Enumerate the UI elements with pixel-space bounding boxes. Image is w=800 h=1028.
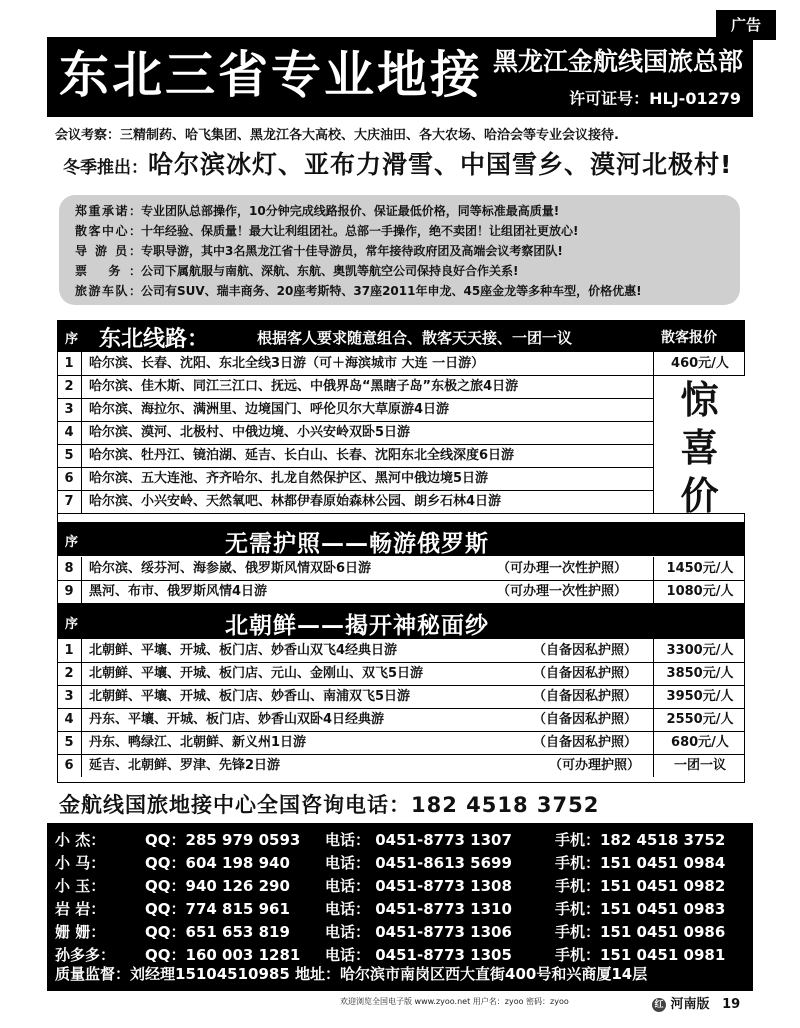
contact-tel: 电话： 0451-8773 1307: [325, 831, 512, 849]
footer-edition: [652, 993, 740, 1012]
route-note: （可办理一次性护照）: [497, 561, 628, 576]
surprise-char: 价: [680, 474, 719, 518]
route-name: 北朝鲜、平壤、开城、板门店、妙香山双飞4经典日游: [89, 643, 398, 658]
contact-name: 小 杰：: [55, 831, 106, 849]
route-price: 3950元/人: [653, 685, 746, 708]
route-name: 丹东、鸭绿江、北朝鲜、新义州1日游: [89, 735, 307, 750]
promise-text: 公司下属航服与南航、深航、东航、奥凯等航空公司保持良好合作关系!: [141, 264, 519, 278]
contact-qq: QQ：604 198 940: [145, 854, 290, 872]
quality-line: 质量监督：刘经理15104510985 地址：哈尔滨市南岗区西大直街400号和兴商厦14层: [55, 965, 648, 983]
korea-header: [57, 603, 745, 639]
table-row: [57, 398, 745, 422]
table-row: [57, 685, 745, 709]
contact-name: 姗 姗：: [55, 923, 106, 941]
table-row: [57, 754, 745, 777]
contact-mobile: 手机：151 0451 0983: [555, 900, 726, 918]
table-row: [57, 352, 745, 376]
table-row: [57, 731, 745, 755]
route-name: 北朝鲜、平壤、开城、板门店、元山、金刚山、双飞5日游: [89, 666, 424, 681]
publication-logo-icon: 红: [652, 998, 666, 1012]
row-number: 2: [57, 375, 82, 398]
meeting-line: 会议考察：三精制药、哈飞集团、黑龙江各大高校、大庆油田、各大农场、哈洽会等专业会议接待.: [55, 128, 619, 143]
route-price: 一团一议: [653, 754, 746, 777]
row-number: 6: [57, 754, 82, 777]
northeast-subtitle: 根据客人要求随意组合、散客天天接、一团一议: [257, 329, 573, 347]
route-note: （自备因私护照）: [533, 735, 638, 750]
consult-line: 金航线国旅地接中心全国咨询电话：182 4518 3752: [59, 793, 600, 817]
row-number: 3: [57, 398, 82, 421]
table-row: [57, 662, 745, 686]
contact-row: [55, 921, 745, 943]
route-price: 3300元/人: [653, 639, 746, 662]
route-price: 2550元/人: [653, 708, 746, 731]
promise-label: 导 游 员：: [75, 244, 141, 258]
price-header: 散客报价: [661, 330, 717, 346]
korea-title: 北朝鲜——揭开神秘面纱: [225, 613, 489, 639]
table-row: [57, 375, 745, 399]
route-name: 哈尔滨、绥芬河、海参崴、俄罗斯风情双卧6日游: [89, 561, 372, 576]
contact-qq: QQ：285 979 0593: [145, 831, 301, 849]
promise-box: [59, 195, 740, 305]
row-number: 2: [57, 662, 82, 685]
route-note: （可办理护照）: [549, 758, 641, 773]
promise-label: 郑重承诺：: [75, 204, 141, 218]
northeast-header: [57, 320, 745, 352]
contact-name: 岩 岩：: [55, 900, 106, 918]
row-number: 3: [57, 685, 82, 708]
license-number: 许可证号：HLJ-01279: [569, 89, 741, 108]
table-row: [57, 639, 745, 663]
row-number: 5: [57, 444, 82, 467]
route-price: 680元/人: [653, 731, 746, 754]
route-note: （可办理一次性护照）: [497, 584, 628, 599]
promise-text: 专职导游，其中3名黑龙江省十佳导游员，常年接待政府团及高端会议考察团队!: [141, 244, 563, 258]
contact-name: 孙多多：: [55, 946, 116, 964]
route-note: （自备因私护照）: [533, 689, 638, 704]
russia-header: [57, 522, 745, 556]
page-number: 19: [722, 997, 741, 1012]
route-price: 1080元/人: [653, 580, 746, 603]
row-number: 9: [57, 580, 82, 603]
contact-row: [55, 898, 745, 920]
footer-website-line: 欢迎浏览全国电子版 www.zyoo.net 用户名：zyoo 密码：zyoo: [340, 997, 569, 1006]
route-price: 460元/人: [653, 352, 746, 375]
contact-qq: QQ：651 653 819: [145, 923, 290, 941]
row-number: 5: [57, 731, 82, 754]
route-name: 哈尔滨、牡丹江、镜泊湖、延吉、长白山、长春、沈阳东北全线深度6日游: [89, 448, 515, 463]
table-row: [57, 557, 745, 581]
row-number: 8: [57, 557, 82, 580]
winter-label: 冬季推出：: [63, 158, 148, 178]
promise-row: [75, 283, 642, 299]
route-name: 哈尔滨、漠河、北极村、中俄边境、小兴安岭双卧5日游: [89, 425, 411, 440]
route-note: （自备因私护照）: [533, 712, 638, 727]
row-number: 6: [57, 467, 82, 490]
main-title: 东北三省专业地接: [59, 46, 483, 104]
contact-row: [55, 852, 745, 874]
table-row: [57, 580, 745, 604]
route-name: 丹东、平壤、开城、板门店、妙香山双卧4日经典游: [89, 712, 385, 727]
table-row: [57, 444, 745, 468]
winter-highlight: 哈尔滨冰灯、亚布力滑雪、中国雪乡、漠河北极村!: [148, 150, 733, 179]
col-no-label: 序: [65, 535, 79, 550]
route-name: 北朝鲜、平壤、开城、板门店、妙香山、南浦双飞5日游: [89, 689, 411, 704]
col-no-label: 序: [65, 332, 79, 347]
contact-name: 小 玉：: [55, 877, 106, 895]
route-price: 3850元/人: [653, 662, 746, 685]
route-name: 哈尔滨、长春、沈阳、东北全线3日游（可＋海滨城市 大连 一日游）: [89, 356, 485, 371]
contact-name: 小 马：: [55, 854, 106, 872]
route-name: 黑河、布市、俄罗斯风情4日游: [89, 584, 268, 599]
route-name: 哈尔滨、海拉尔、满洲里、边境国门、呼伦贝尔大草原游4日游: [89, 402, 450, 417]
northeast-title: 东北线路：: [99, 327, 210, 352]
promise-row: [75, 223, 578, 239]
contact-mobile: 手机：151 0451 0986: [555, 923, 726, 941]
promise-row: [75, 263, 518, 279]
contact-qq: QQ：940 126 290: [145, 877, 290, 895]
contact-tel: 电话： 0451-8773 1306: [325, 923, 512, 941]
surprise-char: 惊: [680, 378, 719, 422]
route-price: 1450元/人: [653, 557, 746, 580]
contact-row: [55, 829, 745, 851]
contact-row: [55, 875, 745, 897]
route-note: （自备因私护照）: [533, 666, 638, 681]
route-note: （自备因私护照）: [533, 643, 638, 658]
row-number: 7: [57, 490, 82, 513]
contact-tel: 电话： 0451-8613 5699: [325, 854, 512, 872]
contact-tel: 电话： 0451-8773 1305: [325, 946, 512, 964]
table-row: [57, 467, 745, 491]
row-number: 1: [57, 639, 82, 662]
route-name: 哈尔滨、五大连池、齐齐哈尔、扎龙自然保护区、黑河中俄边境5日游: [89, 471, 489, 486]
promise-label: 旅游车队：: [75, 284, 141, 298]
table-row: [57, 421, 745, 445]
promise-row: [75, 243, 563, 259]
route-name: 延吉、北朝鲜、罗津、先锋2日游: [89, 758, 281, 773]
contacts-block: [47, 823, 753, 991]
ad-tag: 广告: [716, 10, 776, 40]
ad-frame: [47, 37, 753, 991]
header: [47, 37, 753, 117]
contact-mobile: 手机：151 0451 0981: [555, 946, 726, 964]
contact-mobile: 手机：182 4518 3752: [555, 831, 726, 849]
agency-name: 黑龙江金航线国旅总部: [492, 47, 743, 76]
promise-label: 票 务：: [75, 264, 141, 278]
russia-title: 无需护照——畅游俄罗斯: [225, 531, 489, 557]
row-number: 1: [57, 352, 82, 375]
route-name: 哈尔滨、佳木斯、同江三江口、抚远、中俄界岛“黑瞎子岛”东极之旅4日游: [89, 379, 519, 394]
route-name: 哈尔滨、小兴安岭、天然氧吧、林都伊春原始森林公园、朗乡石林4日游: [89, 494, 502, 509]
col-no-label: 序: [65, 617, 79, 632]
table-row: [57, 490, 745, 514]
surprise-char: 喜: [680, 426, 719, 470]
row-number: 4: [57, 421, 82, 444]
table-row: [57, 708, 745, 732]
promise-row: [75, 203, 559, 219]
promise-text: 公司有SUV、瑞丰商务、20座考斯特、37座2011年申龙、45座金龙等多种车型，价格优惠!: [141, 284, 642, 298]
contact-mobile: 手机：151 0451 0984: [555, 854, 726, 872]
winter-line: [63, 145, 732, 181]
row-number: 4: [57, 708, 82, 731]
contact-qq: QQ：160 003 1281: [145, 946, 301, 964]
contact-mobile: 手机：151 0451 0982: [555, 877, 726, 895]
promise-text: 专业团队总部操作，10分钟完成线路报价、保证最低价格，同等标准最高质量!: [141, 204, 560, 218]
edition-label: 河南版: [670, 997, 710, 1012]
contact-tel: 电话： 0451-8773 1308: [325, 877, 512, 895]
promise-label: 散客中心：: [75, 224, 141, 238]
promise-text: 十年经验、保质量！最大让利组团社。总部一手操作，绝不卖团！让组团社更放心!: [141, 224, 579, 238]
surprise-price-cell: [653, 376, 745, 518]
contact-qq: QQ：774 815 961: [145, 900, 290, 918]
contact-tel: 电话： 0451-8773 1310: [325, 900, 512, 918]
